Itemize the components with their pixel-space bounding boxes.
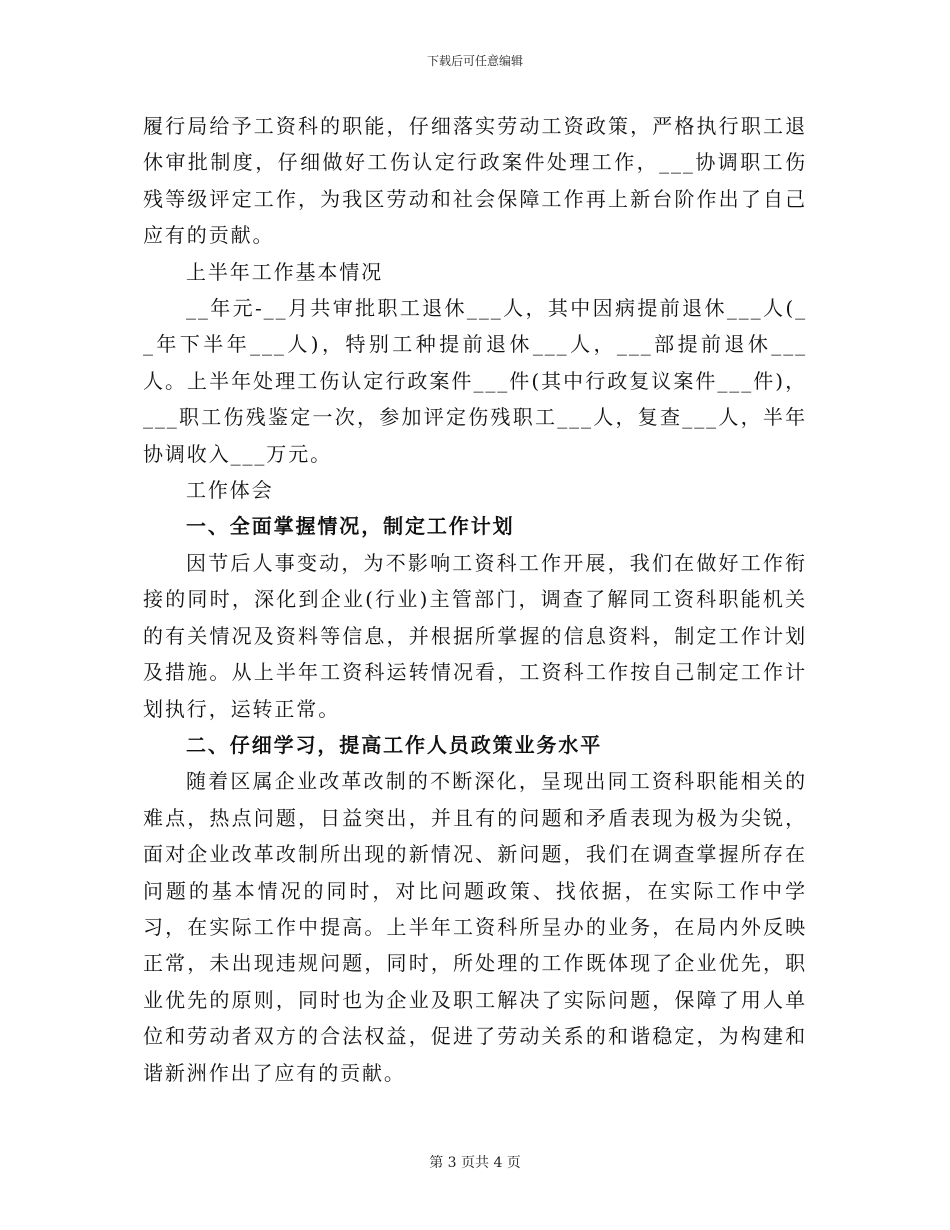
document-body <box>143 108 807 1091</box>
page-number: 第 3 页共 4 页 <box>429 1155 521 1171</box>
heading-master-situation: 一、全面掌握情况，制定工作计划 <box>186 514 515 539</box>
section-title-experience: 工作体会 <box>186 478 274 503</box>
paragraph-enterprise-reform: 随着区属企业改革改制的不断深化，呈现出同工资科职能相关的难点，热点问题，日益突出，并且有的问题和矛盾表现为极为尖锐，面对企业改革改制所出现的新情况、新问题，我们在调查掌握所存在问题的基本情况的同时，对比问题政策、找依据，在实际工作中学习，在实际工作中提高。上半年工资科所呈办的业务，在局内外反映正常，未出现违规问题，同时，所处理的工作既体现了企业优先，职业优先的原则，同时也为企业及职工解决了实际问题，保障了用人单位和劳动者双方的合法权益，促进了劳动关系的和谐稳定，为构建和谐新洲作出了应有的贡献。 <box>143 769 807 1085</box>
section-title-basic-situation: 上半年工作基本情况 <box>186 259 384 284</box>
paragraph-work-plan: 因节后人事变动，为不影响工资科工作开展，我们在做好工作衔接的同时，深化到企业(行业)主管部门，调查了解同工资科职能机关的有关情况及资料等信息，并根据所掌握的信息资料，制定工作计划及措施。从上半年工资科运转情况看，工资科工作按自己制定工作计划执行，运转正常。 <box>143 550 807 721</box>
paragraph-intro: 履行局给予工资科的职能，仔细落实劳动工资政策，严格执行职工退休审批制度，仔细做好工伤认定行政案件处理工作，___协调职工伤残等级评定工作，为我区劳动和社会保障工作再上新台阶作出了自己应有的贡献。 <box>143 114 807 248</box>
page-header: 下载后可任意编辑 <box>426 54 523 68</box>
heading-study-policy: 二、仔细学习，提高工作人员政策业务水平 <box>186 732 603 757</box>
paragraph-statistics: __年元-__月共审批职工退休___人，其中因病提前退休___人(__年下半年___人)，特别工种提前退休___人，___部提前退休___人。上半年处理工伤认定行政案件___件(其中行政复议案件___件)，___职工伤残鉴定一次，参加评定伤残职工___人，复查___人，半年协调收入___万元。 <box>143 296 807 466</box>
